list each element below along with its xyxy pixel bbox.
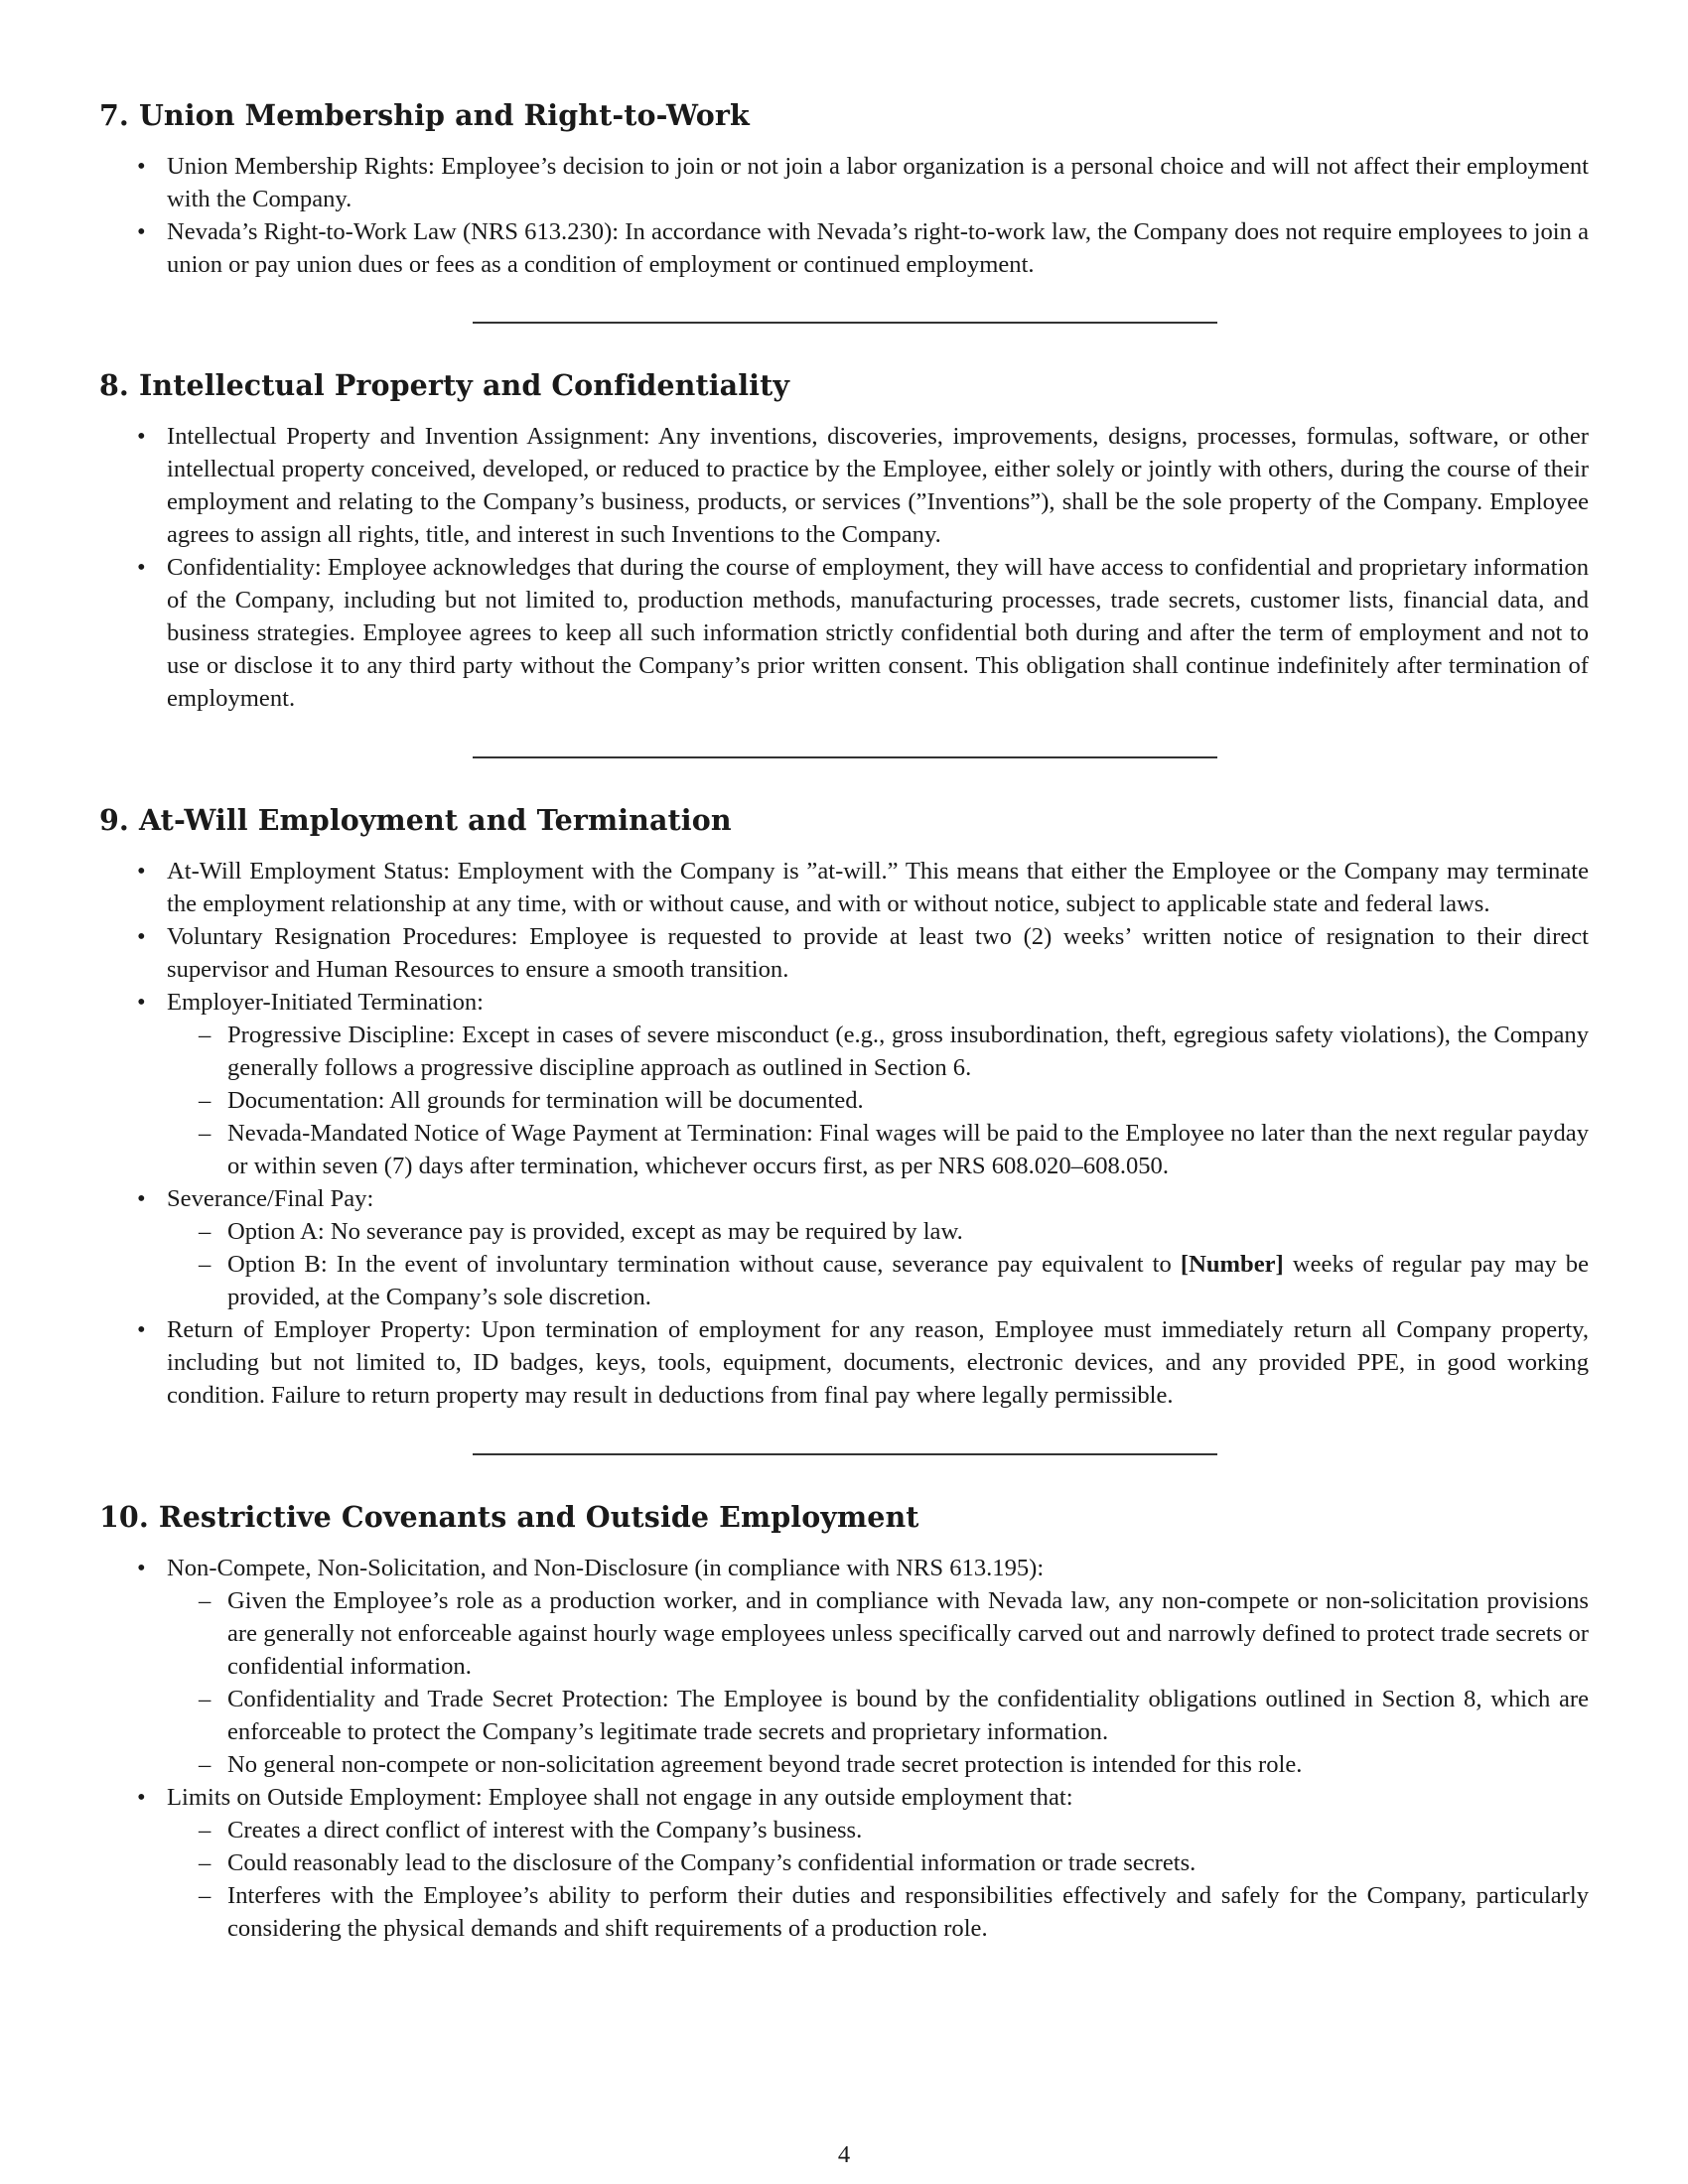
sub-list-item: – Option A: No severance pay is provided, except as may be required by law. [167, 1215, 1589, 1248]
option-b-text-end: weeks of regular pay may be provided, at the Company’s sole discretion. [227, 1251, 1590, 1310]
list-item: • Return of Employer Property: Upon termination of employment for any reason, Employee must immediately return all Company property, including but not limited to, ID badges, keys, tools, equipment, documents, electronic devices, and any provided PPE, in good working condition. Failure to return property may result in deductions from final pay where legally permissible. [99, 1313, 1589, 1412]
list-item: • Confidentiality: Employee acknowledges that during the course of employment, they will have access to confidential and proprietary information of the Company, including but not limited to, production methods, manufacturing processes, trade secrets, customer lists, financial data, and business strategies. Employee agrees to keep all such information strictly confidential both during and after the term of employment and not to use or disclose it to any third party without the Company’s prior written consent. This obligation shall continue indefinitely after termination of employment. [99, 551, 1589, 715]
section-heading: 9. At-Will Employment and Termination [99, 803, 732, 837]
bullet-list [99, 420, 1589, 715]
sub-list-item: – Interferes with the Employee’s ability to perform their duties and responsibilities effectively and safely for the Company, particularly considering the physical demands and shift requirements of a production role. [167, 1879, 1589, 1945]
list-item [99, 1781, 1589, 1945]
section-divider [473, 1453, 1217, 1455]
sub-list-item: – Given the Employee’s role as a production worker, and in compliance with Nevada law, any non-compete or non-solicitation provisions are generally not enforceable against hourly wage employees unless specifically carved out and narrowly defined to protect trade secrets or confidential information. [167, 1584, 1589, 1683]
bullet-list [99, 150, 1589, 281]
sub-list-item: – Could reasonably lead to the disclosure of the Company’s confidential information or trade secrets. [167, 1846, 1589, 1879]
page-number: 4 [837, 2141, 851, 2168]
section-heading: 8. Intellectual Property and Confidentiality [99, 368, 789, 402]
list-item-label: Employer-Initiated Termination: [167, 989, 485, 1016]
list-item: • Voluntary Resignation Procedures: Employee is requested to provide at least two (2) weeks’ written notice of resignation to their direct supervisor and Human Resources to ensure a smooth transition. [99, 920, 1589, 986]
number-placeholder: [Number] [1180, 1251, 1284, 1278]
bullet-list [99, 855, 1589, 1412]
sub-list-item: – Documentation: All grounds for termination will be documented. [167, 1084, 1589, 1117]
sub-list [167, 1215, 1589, 1313]
sub-list-item: – Nevada-Mandated Notice of Wage Payment at Termination: Final wages will be paid to the Employee no later than the next regular payday or within seven (7) days after termination, whichever occurs first, as per NRS 608.020–608.050. [167, 1117, 1589, 1182]
section-heading: 10. Restrictive Covenants and Outside Employment [99, 1500, 919, 1534]
sub-list [167, 1019, 1589, 1182]
section-divider [473, 756, 1217, 758]
section-10 [99, 1497, 1589, 1945]
document-page [99, 95, 1589, 1945]
list-item [99, 986, 1589, 1182]
list-item: • At-Will Employment Status: Employment with the Company is ”at-will.” This means that either the Employee or the Company may terminate the employment relationship at any time, with or without cause, and with or without notice, subject to applicable state and federal laws. [99, 855, 1589, 920]
sub-list-item: – Confidentiality and Trade Secret Protection: The Employee is bound by the confidentiality obligations outlined in Section 8, which are enforceable to protect the Company’s legitimate trade secrets and proprietary information. [167, 1683, 1589, 1748]
list-item-label: Severance/Final Pay: [167, 1185, 374, 1212]
list-item [99, 1552, 1589, 1781]
sub-list [167, 1584, 1589, 1781]
section-9 [99, 800, 1589, 1455]
sub-list-item: – Progressive Discipline: Except in cases of severe misconduct (e.g., gross insubordination, theft, egregious safety violations), the Company generally follows a progressive discipline approach as outlined in Section 6. [167, 1019, 1589, 1084]
sub-list [167, 1814, 1589, 1945]
list-item: • Union Membership Rights: Employee’s decision to join or not join a labor organization is a personal choice and will not affect their employment with the Company. [99, 150, 1589, 215]
sub-list-item [167, 1248, 1589, 1313]
list-item-label: Limits on Outside Employment: Employee shall not engage in any outside employment that: [167, 1784, 1073, 1811]
sub-list-item: – Creates a direct conflict of interest with the Company’s business. [167, 1814, 1589, 1846]
bullet-list [99, 1552, 1589, 1945]
list-item: • Nevada’s Right-to-Work Law (NRS 613.230): In accordance with Nevada’s right-to-work law, the Company does not require employees to join a union or pay union dues or fees as a condition of employment or continued employment. [99, 215, 1589, 281]
option-b-text: Option B: In the event of involuntary termination without cause, severance pay equivalent to [227, 1251, 1181, 1278]
list-item [99, 1182, 1589, 1313]
list-item-label: Non-Compete, Non-Solicitation, and Non-Disclosure (in compliance with NRS 613.195): [167, 1555, 1045, 1581]
section-divider [473, 322, 1217, 324]
section-heading: 7. Union Membership and Right-to-Work [99, 98, 750, 132]
list-item: • Intellectual Property and Invention Assignment: Any inventions, discoveries, improvements, designs, processes, formulas, software, or other intellectual property conceived, developed, or reduced to practice by the Employee, either solely or jointly with others, during the course of their employment and relating to the Company’s business, products, or services (”Inventions”), shall be the sole property of the Company. Employee agrees to assign all rights, title, and interest in such Inventions to the Company. [99, 420, 1589, 551]
section-7 [99, 95, 1589, 324]
section-8 [99, 365, 1589, 758]
sub-list-item: – No general non-compete or non-solicitation agreement beyond trade secret protection is intended for this role. [167, 1748, 1589, 1781]
